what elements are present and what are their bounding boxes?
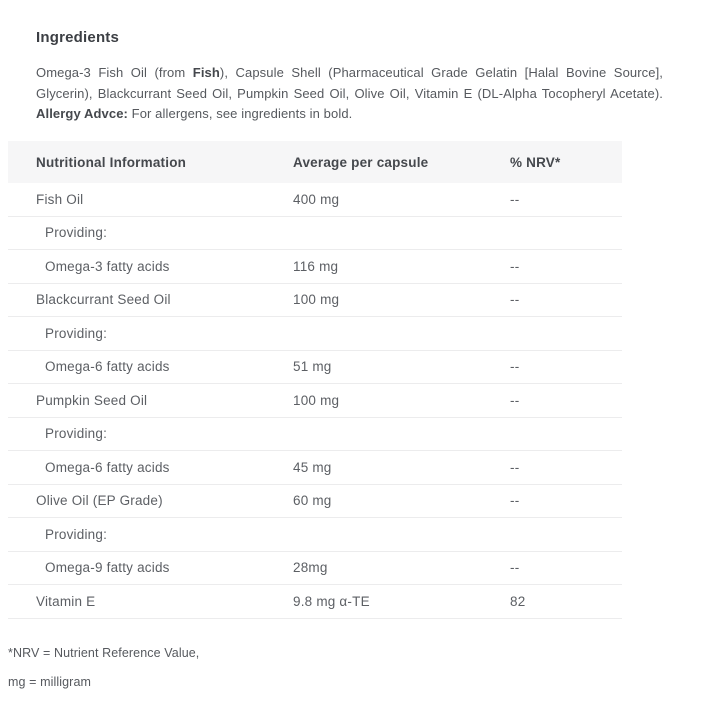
nutrient-nrv: -- bbox=[510, 392, 520, 408]
nutrient-nrv: -- bbox=[510, 191, 520, 207]
ingredients-section-title: Ingredients bbox=[36, 29, 120, 46]
nutrient-amount: 45 mg bbox=[293, 459, 332, 475]
nutrient-nrv: -- bbox=[510, 493, 520, 509]
nutrient-name: Providing: bbox=[45, 325, 108, 341]
nutrient-name: Vitamin E bbox=[36, 593, 96, 609]
footnote-mg: mg = milligram bbox=[8, 674, 92, 689]
nutrient-amount: 28mg bbox=[293, 560, 328, 576]
column-header-nrv: % NRV* bbox=[510, 154, 561, 170]
nutrient-name: Pumpkin Seed Oil bbox=[36, 392, 148, 408]
allergy-advice-text: For allergens, see ingredients in bold. bbox=[127, 106, 353, 122]
nutrient-amount: 100 mg bbox=[293, 292, 340, 308]
nutrient-nrv: -- bbox=[510, 359, 520, 375]
nutrient-name: Providing: bbox=[45, 426, 108, 442]
nutrient-amount: 60 mg bbox=[293, 493, 332, 509]
nutrient-name: Blackcurrant Seed Oil bbox=[36, 292, 171, 308]
nutrient-amount: 9.8 mg α-TE bbox=[293, 593, 370, 609]
table-row-vitamin-e bbox=[8, 585, 622, 619]
table-row-omega6-b bbox=[8, 451, 622, 485]
allergen-fish-bold: Fish bbox=[192, 65, 220, 80]
footnote-nrv: *NRV = Nutrient Reference Value, bbox=[8, 645, 200, 660]
table-row-providing bbox=[8, 418, 622, 452]
nutrient-name: Omega-9 fatty acids bbox=[45, 560, 170, 576]
nutrient-name: Omega-6 fatty acids bbox=[45, 359, 170, 375]
ingredients-text-middle: ), Capsule Shell (Pharmaceutical Grade Gelatin [Halal Bovine Source], Glycerin), Blackcurrant Seed Oil, Pumpkin Seed Oil, Olive Oil, Vitamin E (DL-Alpha Tocopheryl Acetate). bbox=[36, 65, 664, 101]
ingredients-text-intro: Omega-3 Fish Oil (from bbox=[36, 65, 193, 80]
nutrient-name: Omega-3 fatty acids bbox=[45, 258, 170, 274]
table-row-providing bbox=[8, 317, 622, 351]
allergy-advice-label: Allergy Advce: bbox=[36, 106, 128, 122]
nutrient-nrv: 82 bbox=[510, 593, 526, 609]
nutrient-amount: 100 mg bbox=[293, 392, 340, 408]
nutrition-table bbox=[8, 141, 622, 619]
table-row-omega3 bbox=[8, 250, 622, 284]
table-row-olive-oil bbox=[8, 485, 622, 519]
table-row-omega6 bbox=[8, 351, 622, 385]
table-row-fish-oil bbox=[8, 183, 622, 217]
column-header-name: Nutritional Information bbox=[36, 154, 187, 170]
nutrient-name: Providing: bbox=[45, 225, 108, 241]
table-row-providing bbox=[8, 518, 622, 552]
nutrient-nrv: -- bbox=[510, 560, 520, 576]
nutrient-nrv: -- bbox=[510, 292, 520, 308]
table-row-blackcurrant bbox=[8, 284, 622, 318]
ingredients-paragraph bbox=[36, 63, 663, 125]
table-row-providing bbox=[8, 217, 622, 251]
nutrient-nrv: -- bbox=[510, 258, 520, 274]
table-row-pumpkin bbox=[8, 384, 622, 418]
nutrient-amount: 400 mg bbox=[293, 191, 340, 207]
nutrient-name: Olive Oil (EP Grade) bbox=[36, 493, 163, 509]
nutrient-amount: 116 mg bbox=[293, 258, 339, 274]
column-header-amount: Average per capsule bbox=[293, 154, 429, 170]
table-row-omega9 bbox=[8, 552, 622, 586]
nutrient-name: Providing: bbox=[45, 526, 108, 542]
nutrient-nrv: -- bbox=[510, 459, 520, 475]
nutrient-name: Fish Oil bbox=[36, 191, 84, 207]
nutrient-name: Omega-6 fatty acids bbox=[45, 459, 170, 475]
nutrition-table-header bbox=[8, 141, 622, 183]
nutrient-amount: 51 mg bbox=[293, 359, 332, 375]
